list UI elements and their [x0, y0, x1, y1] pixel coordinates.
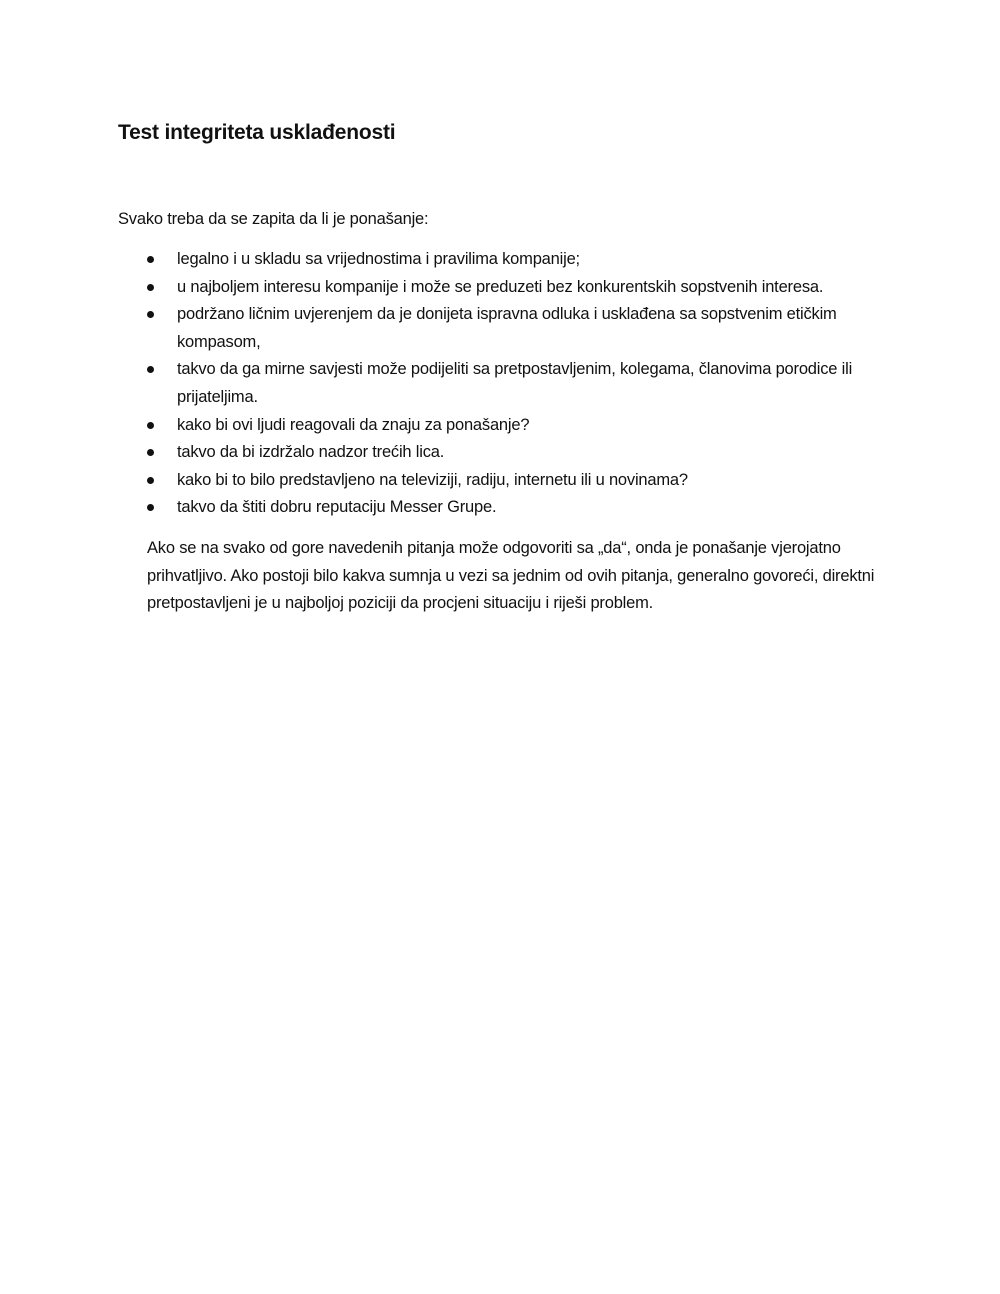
bullet-icon [147, 422, 154, 429]
checklist-item [147, 494, 887, 522]
checklist-item-text: takvo da ga mirne savjesti može podijeliti sa pretpostavljenim, kolegama, članovima porodice ili prijateljima. [177, 360, 853, 406]
document-title: Test integriteta usklađenosti [118, 121, 396, 144]
bullet-icon [147, 256, 154, 263]
bullet-icon [147, 449, 154, 456]
closing-paragraph: Ako se na svako od gore navedenih pitanja može odgovoriti sa „da“, onda je ponašanje vjerojatno prihvatljivo. Ako postoji bilo kakva sumnja u vezi sa jednim od ovih pitanja, generalno govoreći, direktni pretpostavljeni je u najboljoj poziciji da procjeni situaciju i riješi problem. [147, 539, 875, 613]
checklist-item [147, 439, 887, 467]
checklist-item-text: kako bi ovi ljudi reagovali da znaju za ponašanje? [177, 415, 530, 434]
bullet-icon [147, 477, 154, 484]
checklist-item-text: u najboljem interesu kompanije i može se preduzeti bez konkurentskih sopstvenih interesa. [177, 277, 824, 296]
checklist-item [147, 301, 887, 356]
checklist-item-text: legalno i u skladu sa vrijednostima i pravilima kompanije; [177, 250, 580, 268]
checklist-item [147, 356, 887, 411]
checklist [147, 246, 887, 522]
bullet-icon [147, 504, 154, 511]
checklist-item-text: takvo da bi izdržalo nadzor trećih lica. [177, 443, 445, 462]
checklist-item [147, 467, 887, 495]
intro-paragraph: Svako treba da se zapita da li je ponašanje: [118, 210, 429, 228]
bullet-icon [147, 284, 154, 291]
checklist-item [147, 412, 887, 440]
checklist-item [147, 246, 887, 274]
checklist-item-text: podržano ličnim uvjerenjem da je donijeta ispravna odluka i usklađena sa sopstvenim etičkim kompasom, [177, 305, 837, 351]
checklist-item [147, 274, 887, 302]
bullet-icon [147, 311, 154, 318]
checklist-item-text: takvo da štiti dobru reputaciju Messer Grupe. [177, 498, 497, 517]
checklist-item-text: kako bi to bilo predstavljeno na televiziji, radiju, internetu ili u novinama? [177, 470, 688, 489]
bullet-icon [147, 366, 154, 373]
